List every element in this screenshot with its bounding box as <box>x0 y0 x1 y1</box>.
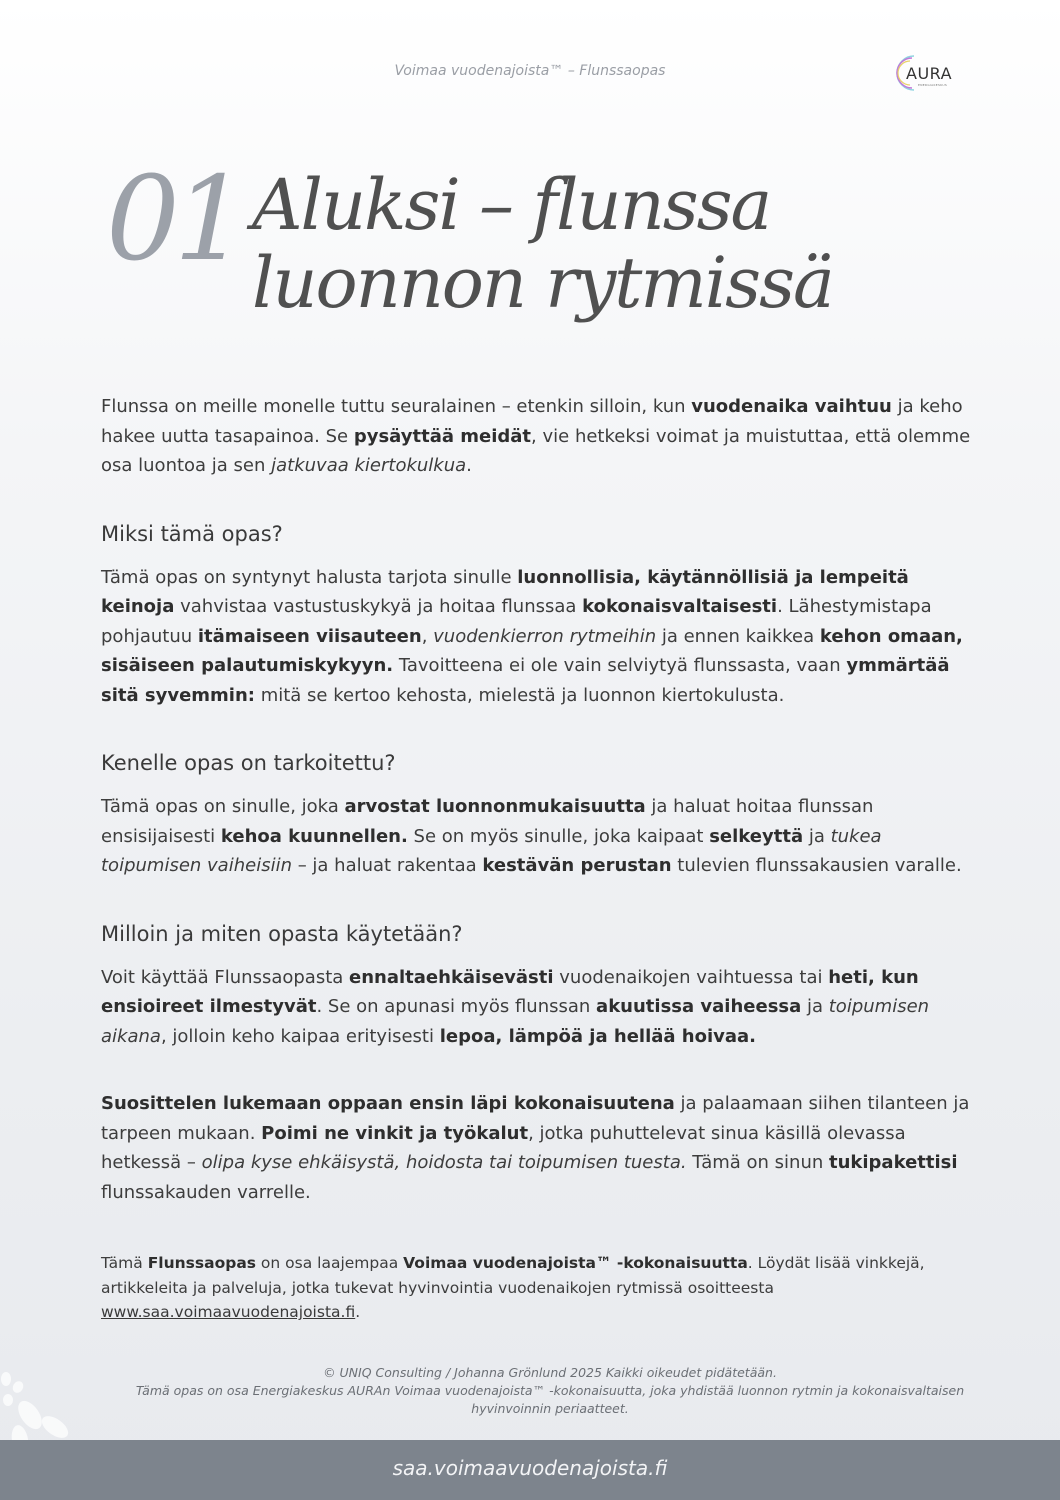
copyright-line2: Tämä opas on osa Energiakeskus AURAn Voimaa vuodenajoista™ -kokonaisuutta, joka yhdistää luonnon rytmin ja kokonaisvaltaisen hyvinvoinnin periaatteet. <box>135 1383 965 1416</box>
main-content <box>101 392 971 1325</box>
logo-subtext: ENERGIAKESKUS <box>918 83 948 87</box>
website-link[interactable]: www.saa.voimaavuodenajoista.fi <box>101 1303 356 1321</box>
section-paragraph-usage: Voit käyttää Flunssaopasta ennaltaehkäisevästi vuodenaikojen vaihtuessa tai heti, kun ensioireet ilmestyvät. Se on apunasi myös flunssan akuutissa vaiheessa ja toipumisen aikana, jolloin keho kaipaa erityisesti lepoa, lämpöä ja hellää hoivaa. <box>101 966 930 1047</box>
footer-bar <box>0 1440 1060 1500</box>
intro-paragraph: Flunssa on meille monelle tuttu seuralainen – etenkin silloin, kun vuodenaika vaihtuu ja keho hakee uutta tasapainoa. Se pysäyttää meidät, vie hetkeksi voimat ja muistuttaa, että olemme osa luontoa ja sen jatkuvaa kiertokulkua. <box>101 396 971 476</box>
section-heading-why: Miksi tämä opas? <box>101 521 283 546</box>
footnote-paragraph: Tämä Flunssaopas on osa laajempaa Voimaa vuodenajoista™ -kokonaisuutta. Löydät lisää vinkkejä, artikkeleita ja palveluja, jotka tukevat hyvinvointia vuodenaikojen rytmissä osoitteesta www.saa.voimaavuodenajoista.fi. <box>101 1254 925 1321</box>
section-heading-audience: Kenelle opas on tarkoitettu? <box>101 751 396 775</box>
chapter-title-line2: luonnon rytmissä <box>252 242 833 324</box>
section-heading-usage: Milloin ja miten opasta käytetään? <box>101 921 463 946</box>
section-paragraph-why: Tämä opas on syntynyt halusta tarjota sinulle luonnollisia, käytännöllisiä ja lempeitä keinoja vahvistaa vastustuskykyä ja hoitaa flunssaa kokonaisvaltaisesti. Lähestymistapa pohjautuu itämaiseen viisauteen, vuodenkierron rytmeihin ja ennen kaikkea kehon omaan, sisäiseen palautumiskykyyn. Tavoitteena ei ole vain selviytyä flunssasta, vaan ymmärtää sitä syvemmin: mitä se kertoo kehosta, mielestä ja luonnon kiertokulusta. <box>101 566 963 706</box>
chapter-title <box>252 166 833 322</box>
chapter-title-line1: Aluksi – flunssa <box>252 164 771 246</box>
logo-text: AURA <box>906 64 953 83</box>
aura-logo <box>892 52 962 94</box>
copyright-notice <box>120 1364 980 1418</box>
copyright-line1: © UNIQ Consulting / Johanna Grönlund 2025 Kaikki oikeudet pidätetään. <box>323 1365 777 1380</box>
footer-url[interactable]: saa.voimaavuodenajoista.fi <box>392 1456 668 1480</box>
section-paragraph-audience: Tämä opas on sinulle, joka arvostat luonnonmukaisuutta ja haluat hoitaa flunssan ensisijaisesti kehoa kuunnellen. Se on myös sinulle, joka kaipaat selkeyttä ja tukea toipumisen vaiheisiin – ja haluat rakentaa kestävän perustan tulevien flunssakausien varalle. <box>101 796 962 876</box>
header-title: Voimaa vuodenajoista™ – Flunssaopas <box>394 63 666 79</box>
chapter-number: 01 <box>106 152 242 287</box>
recommendation-paragraph: Suosittelen lukemaan oppaan ensin läpi kokonaisuutena ja palaamaan siihen tilanteen ja tarpeen mukaan. Poimi ne vinkit ja työkalut, jotka puhuttelevat sinua käsillä olevassa hetkessä – olipa kyse ehkäisystä, hoidosta tai toipumisen tuesta. Tämä on sinun tukipakettisi flunssakauden varrelle. <box>101 1093 970 1203</box>
